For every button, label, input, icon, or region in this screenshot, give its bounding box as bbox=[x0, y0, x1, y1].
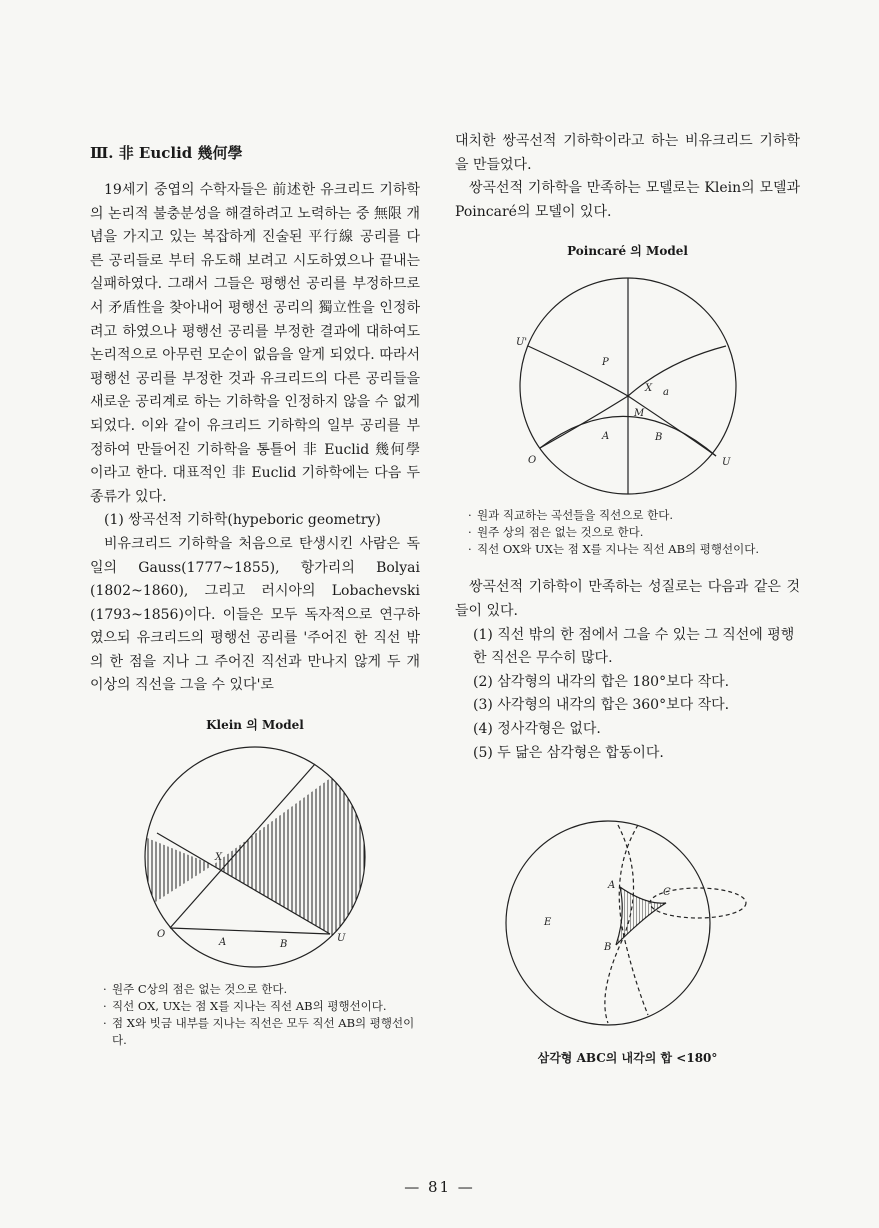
klein-model-diagram bbox=[135, 745, 375, 975]
left-paragraph-3: 비유크리드 기하학을 처음으로 탄생시킨 사람은 독일의 Gauss(1777~1855), 항가리의 Bolyai (1802~1860), 그리고 러시아의 Lobachevski (1793~1856)이다. 이들은 모두 독자적으로 연구하였으되 유크리드의 평행선 공리를 '주어진 한 직선 밖의 한 점을 지나 그 주어진 직선과 만나지 않게 두 개 이상의 직선을 그을 수 있다'로 bbox=[90, 535, 420, 694]
klein-note: · 원주 C상의 점은 없는 것으로 한다. bbox=[112, 981, 420, 998]
poincare-note: · 원주 상의 점은 없는 것으로 한다. bbox=[477, 524, 800, 541]
poincare-label-a-angle: a bbox=[662, 387, 669, 399]
triangle-caption: 삼각형 ABC의 내각의 합 <180° bbox=[537, 1051, 718, 1066]
right-paragraph-1: 대치한 쌍곡선적 기하학이라고 하는 비유크리드 기하학을 만들었다. bbox=[455, 133, 800, 173]
triangle-label-e: E bbox=[543, 917, 551, 929]
right-column bbox=[455, 130, 800, 1066]
section-heading: Ⅲ. 非 Euclid 幾何學 bbox=[90, 144, 243, 162]
klein-note: · 직선 OX, UX는 점 X를 지나는 직선 AB의 평행선이다. bbox=[112, 998, 420, 1015]
klein-label-x: X bbox=[215, 852, 223, 864]
property-item: (4) 정사각형은 없다. bbox=[473, 720, 601, 737]
poincare-label-u: U bbox=[721, 457, 730, 469]
left-paragraph-1: 19세기 중엽의 수학자들은 前述한 유크리드 기하학의 논리적 불충분성을 해결하려고 노력하는 중 無限 개념을 가지고 있는 복잡하게 진술된 平行線 공리를 다른 공리들로 부터 유도해 보려고 시도하였으나 끝내는 실패하였다. 그래서 그들은 평행선 공리를 부정하므로서 矛盾性을 찾아내어 평행선 공리의 獨立性을 인정하려고 하였으나 평행선 공리를 부정한 결과에 대하여도 논리적으로 아무런 모순이 없음을 알게 되었다. 따라서 평행선 공리를 부정한 것과 유크리드의 다른 공리들을 새로운 공리계로 하는 기하학을 인정하지 않을 수 없게 되었다. 이와 같이 유크리드 기하학의 일부 공리를 부정하여 만들어진 기하학을 통틀어 非 Euclid 幾何學이라고 한다. 대표적인 非 Euclid 기하학에는 다음 두 종류가 있다. bbox=[90, 182, 420, 505]
klein-label-a: A bbox=[219, 937, 227, 949]
property-item: (2) 삼각형의 내각의 합은 180°보다 작다. bbox=[473, 673, 730, 690]
poincare-label-o: O bbox=[527, 455, 536, 467]
property-item: (5) 두 닮은 삼각형은 합동이다. bbox=[473, 744, 664, 761]
right-paragraph-2: 쌍곡선적 기하학을 만족하는 모델로는 Klein의 모델과 Poincaré의 모델이 있다. bbox=[455, 180, 800, 220]
poincare-figure-title: Poincaré 의 Model bbox=[567, 244, 688, 259]
triangle-label-c: C bbox=[662, 887, 671, 899]
poincare-label-m: M bbox=[633, 408, 644, 420]
triangle-label-a: A bbox=[607, 880, 615, 892]
poincare-arc-ox bbox=[540, 346, 726, 448]
klein-label-o: O bbox=[157, 929, 166, 941]
klein-note: · 점 X와 빗금 내부를 지나는 직선은 모두 직선 AB의 평행선이다. bbox=[112, 1015, 420, 1049]
poincare-note: · 원과 직교하는 곡선들을 직선으로 한다. bbox=[477, 507, 800, 524]
poincare-label-p: P bbox=[601, 357, 609, 369]
properties-list bbox=[455, 624, 800, 766]
triangle-circle bbox=[506, 821, 710, 1025]
property-item: (3) 사각형의 내각의 합은 360°보다 작다. bbox=[473, 697, 730, 714]
poincare-label-u-prime: U' bbox=[515, 337, 527, 349]
left-column bbox=[90, 130, 420, 1049]
property-item: (1) 직선 밖의 한 점에서 그을 수 있는 그 직선에 평행한 직선은 무수히 많다. bbox=[473, 626, 795, 667]
poincare-notes bbox=[455, 507, 800, 558]
klein-label-b: B bbox=[280, 939, 288, 951]
poincare-label-x: X bbox=[644, 383, 652, 395]
poincare-note: · 직선 OX와 UX는 점 X를 지나는 직선 AB의 평행선이다. bbox=[477, 541, 800, 558]
klein-notes bbox=[90, 981, 420, 1049]
triangle-diagram bbox=[498, 805, 758, 1035]
page-number: — 81 — bbox=[404, 1178, 475, 1196]
right-paragraph-3: 쌍곡선적 기하학이 만족하는 성질로는 다음과 같은 것들이 있다. bbox=[455, 579, 800, 619]
triangle-label-b: B bbox=[603, 942, 611, 954]
left-paragraph-2: (1) 쌍곡선적 기하학(hypeboric geometry) bbox=[104, 512, 381, 529]
klein-label-u: U bbox=[337, 933, 346, 945]
poincare-label-b: B bbox=[654, 432, 662, 444]
poincare-label-a: A bbox=[601, 431, 609, 443]
klein-chord-ab bbox=[170, 928, 330, 934]
klein-figure-title: Klein 의 Model bbox=[206, 718, 304, 733]
poincare-model-diagram bbox=[508, 271, 748, 501]
